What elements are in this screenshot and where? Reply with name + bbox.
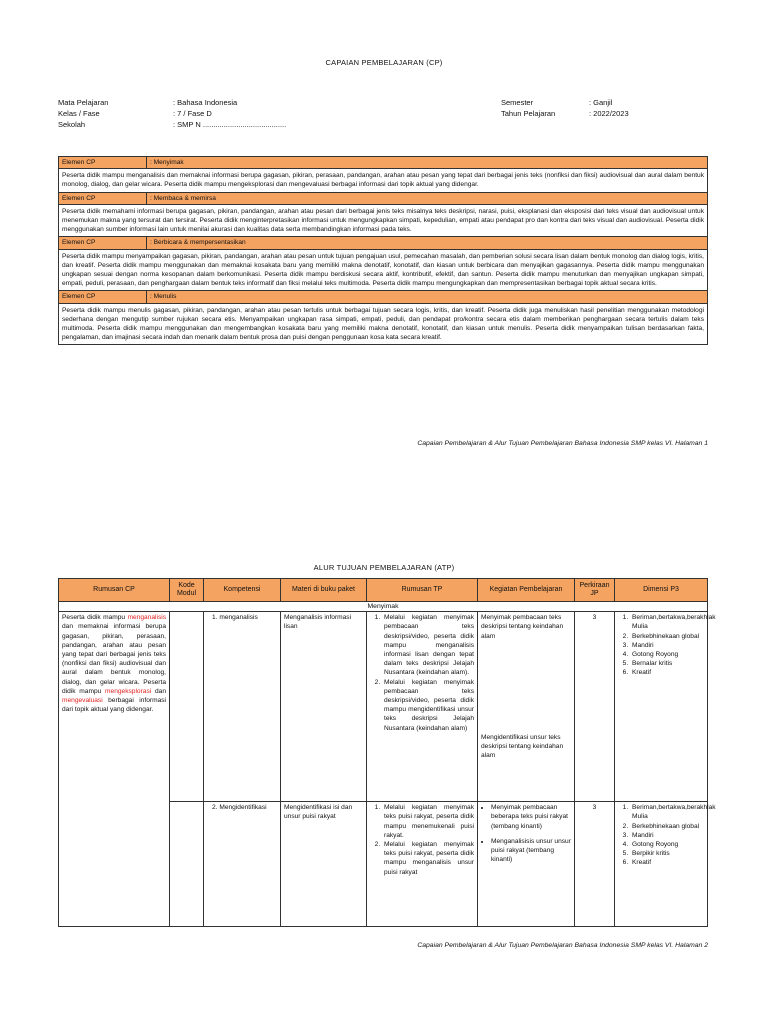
material-cell: Menganalisis informasi lisan	[281, 612, 367, 802]
info-row-class	[58, 108, 286, 119]
element-label: Elemen CP	[59, 157, 147, 169]
cp-keyword: mengeksplorasi	[105, 687, 152, 695]
tp-cell	[367, 612, 478, 802]
info-right	[501, 97, 629, 119]
activity-item: Mengidentifikasi unsur teks deskripsi tentang keindahan alam	[481, 733, 564, 760]
module-code-cell	[170, 612, 204, 802]
dimension-cell	[615, 802, 716, 927]
info-label: Mata Pelajaran	[58, 98, 109, 107]
page-1	[0, 0, 768, 470]
page-title: CAPAIAN PEMBELAJARAN (CP)	[325, 58, 443, 67]
activity-cell	[478, 802, 575, 927]
cp-cell	[59, 612, 170, 927]
dimension-cell	[615, 612, 716, 802]
element-header-row	[59, 237, 708, 249]
tp-item: 2. Melalui kegiatan menyimak pembacaan teks deskripsi/video, peserta didik mampu mengidentifikasi unsur teks deskripsi Jelajah Nusantara (keindahan alam)	[382, 678, 474, 733]
activity-cell	[478, 612, 575, 802]
tp-item: 2. Melalui kegiatan menyimak teks puisi rakyat, peserta didik mampu menganalisis unsur puisi rakyat	[382, 840, 474, 877]
material-cell: Mengidentifikasi isi dan unsur puisi rakyat	[281, 802, 367, 927]
element-name: : Berbicara & mempersentasikan	[147, 237, 708, 249]
element-text: Peserta didik mampu menyampaikan gagasan, pikiran, pandangan, arahan atau pesan untuk tujuan pengajuan usul, pemecahan masalah, dan pemberian solusi secara lisan dalam bentuk monolog dan dialog logis, kritis, dan kreatif. Peserta didik mampu menggunakan dan memaknai kosakata baru yang memiliki makna denotatif, konotatif, dan kiasan untuk berbicara dan menyajikan gagasannya. Peserta didik mampu menggunakan ungkapan sesuai dengan norma kesopanan dalam berkomunikasi. Peserta didik mampu berdiskusi secara aktif, kontributif, efektif, dan santun. Peserta didik mampu menuturkan dan menyajikan ungkapan simpati, empati, peduli, perasaan, dan penghargaan dalam bentuk teks informatif dan fiksi melalui teks multimoda. Peserta didik mampu mengungkapkan dan mempresentasikan berbagai topik aktual secara kritis.	[59, 249, 708, 291]
info-value: : Bahasa Indonesia	[173, 98, 238, 107]
table-row	[59, 612, 708, 802]
dimension-item: 4. Gotong Royong	[630, 650, 704, 659]
activity-item: Menyimak pembacaan teks deskripsi tentang keindahan alam	[481, 614, 564, 640]
tp-item: 1. Melalui kegiatan menyimak pembacaan teks deskripsi/video, peserta didik mampu menganalisis informasi lisan dengan tepat dalam teks deskripsi Jelajah Nusantara (keindahan alam).	[382, 613, 474, 677]
tp-cell	[367, 802, 478, 927]
dimension-item: 5. Bernalar kritis	[630, 659, 704, 668]
page-title: ALUR TUJUAN PEMBELAJARAN (ATP)	[313, 563, 455, 572]
module-code-cell	[170, 802, 204, 927]
info-value: : 2022/2023	[589, 109, 629, 118]
info-label: Tahun Pelajaran	[501, 109, 556, 118]
element-name: : Membaca & memirsa	[147, 192, 708, 204]
column-header: Materi di buku paket	[281, 579, 367, 602]
element-header-row	[59, 157, 708, 169]
element-text-row	[59, 303, 708, 345]
dimension-item: 1. Beriman,bertakwa,berakhlak Mulia	[630, 613, 704, 631]
dimension-item: 2. Berkebhinekaan global	[630, 632, 704, 641]
dimension-item: 2. Berkebhinekaan global	[630, 822, 704, 831]
info-row-semester	[501, 97, 629, 108]
section-row	[59, 602, 708, 612]
info-value: : 7 / Fase D	[173, 109, 212, 118]
cp-text: dan memaknai informasi berupa gagasan, pikiran, perasaan, pandangan, arahan atau pesan yang tepat dari berbagai jenis teks (nonfiksi dan fiksi) audiovisual dan aural dalam bentuk monolog, dialog, dan gelar wicara. Peserta didik mampu	[62, 623, 166, 695]
element-label: Elemen CP	[59, 291, 147, 303]
tp-item: 1. Melalui kegiatan menyimak teks puisi rakyat, peserta didik mampu menemukenali puisi rakyat.	[382, 803, 474, 840]
cp-text: Peserta didik mampu	[62, 614, 128, 622]
competency-cell	[204, 802, 281, 927]
column-header: Perkiraan JP	[575, 579, 615, 602]
info-value: : SMP N ........................................	[173, 120, 287, 129]
element-text-row	[59, 204, 708, 237]
dimension-item: 3. Mandiri	[630, 641, 704, 650]
info-row-year	[501, 108, 629, 119]
element-text-row	[59, 169, 708, 192]
element-name: : Menyimak	[147, 157, 708, 169]
dimension-item: 5. Berpikir kritis	[630, 849, 704, 858]
info-label: Sekolah	[58, 120, 86, 129]
element-text: Peserta didik mampu menganalisis dan memaknai informasi berupa gagasan, pikiran, perasaan, pandangan, arahan atau pesan yang tepat dari berbagai jenis teks (nonfiksi dan fiksi) audiovisual dan aural dalam bentuk monolog, dialog, dan gelar wicara. Peserta didik mampu mengeksplorasi dan mengevaluasi berbagai informasi dari topik aktual yang didengar.	[59, 169, 708, 192]
info-row-subject	[58, 97, 286, 108]
info-label: Kelas / Fase	[58, 109, 100, 118]
element-header-row	[59, 192, 708, 204]
column-header: Rumusan CP	[59, 579, 170, 602]
cp-text: berbagai informasi dari topik aktual yang didengar.	[62, 697, 166, 714]
jp-cell: 3	[575, 802, 615, 927]
dimension-item: 1. Beriman,bertakwa,berakhlak Mulia	[630, 803, 704, 821]
page-2	[0, 470, 768, 1024]
element-text: Peserta didik mampu menulis gagasan, pikiran, pandangan, arahan atau pesan tertulis untuk berbagai tujuan secara logis, kritis, dan kreatif. Peserta didik juga menuliskan hasil penelitian menggunakan metodologi sederhana dengan mengutip sumber rujukan secara etis. Menyampaikan ungkapan rasa simpati, empati, peduli, dan pendapat pro/kontra secara etis dalam memberikan penghargaan secara tertulis dalam teks multimoda. Peserta didik mampu menggunakan dan mengembangkan kosakata baru yang memiliki makna denotatif, konotatif, dan kiasan untuk menulis. Peserta didik menyampaikan tulisan berdasarkan fakta, pengalaman, dan imajinasi secara indah dan menarik dalam bentuk prosa dan puisi dengan penggunaan kosa kata secara kreatif.	[59, 303, 708, 345]
activity-item: • Menganalisisis unsur unsur puisi rakyat (tembang kinanti)	[491, 837, 571, 865]
column-header: Dimensi P3	[615, 579, 708, 602]
cp-text: dan	[151, 687, 166, 695]
competency-text: 1. menganalisis	[212, 614, 258, 622]
activity-item: • Menyimak pembacaan beberapa teks puisi rakyat (tembang kinanti)	[491, 803, 571, 831]
dimension-item: 6. Kreatif	[630, 858, 704, 867]
competency-text: 2. Mengidentifikasi	[212, 804, 267, 812]
info-value: : Ganjil	[589, 98, 613, 107]
element-label: Elemen CP	[59, 237, 147, 249]
cp-keyword: mengevaluasi	[62, 697, 103, 705]
element-name: : Menulis	[147, 291, 708, 303]
element-text: Peserta didik memahami informasi berupa gagasan, pikiran, pandangan, arahan atau pesan dari berbagai jenis teks misalnya teks deskripsi, narasi, puisi, eksplanasi dan eksposisi dari teks visual dan audiovisual untuk menemukan makna yang tersurat dan tersirat. Peserta didik menginterpretasikan informasi untuk mengungkapkan simpati, kepedulian, empati atau pendapat pro dan kontra dari teks visual dan audiovisual. Peserta didik menggunakan sumber informasi lain untuk menilai akurasi dan kualitas data serta membandingkan informasi pada teks.	[59, 204, 708, 237]
info-left	[58, 97, 286, 130]
table-header-row	[59, 579, 708, 602]
jp-cell: 3	[575, 612, 615, 802]
section-label: Menyimak	[59, 602, 708, 612]
column-header: Kompetensi	[204, 579, 281, 602]
cp-keyword: menganalisis	[127, 614, 166, 622]
dimension-item: 4. Gotong Royong	[630, 840, 704, 849]
dimension-item: 6. Kreatif	[630, 668, 704, 677]
info-label: Semester	[501, 98, 534, 107]
dimension-item: 3. Mandiri	[630, 831, 704, 840]
cp-table	[58, 156, 708, 345]
column-header: Kode Modul	[170, 579, 204, 602]
element-text-row	[59, 249, 708, 291]
column-header: Rumusan TP	[367, 579, 478, 602]
element-header-row	[59, 291, 708, 303]
page-footer: Capaian Pembelajaran & Alur Tujuan Pembelajaran Bahasa Indonesia SMP kelas VI. Halaman 1	[417, 440, 708, 447]
element-label: Elemen CP	[59, 192, 147, 204]
column-header: Kegiatan Pembelajaran	[478, 579, 575, 602]
competency-cell	[204, 612, 281, 802]
atp-table	[58, 578, 716, 927]
page-footer: Capaian Pembelajaran & Alur Tujuan Pembelajaran Bahasa Indonesia SMP kelas VI. Halaman 2	[417, 942, 708, 949]
info-row-school	[58, 119, 286, 130]
